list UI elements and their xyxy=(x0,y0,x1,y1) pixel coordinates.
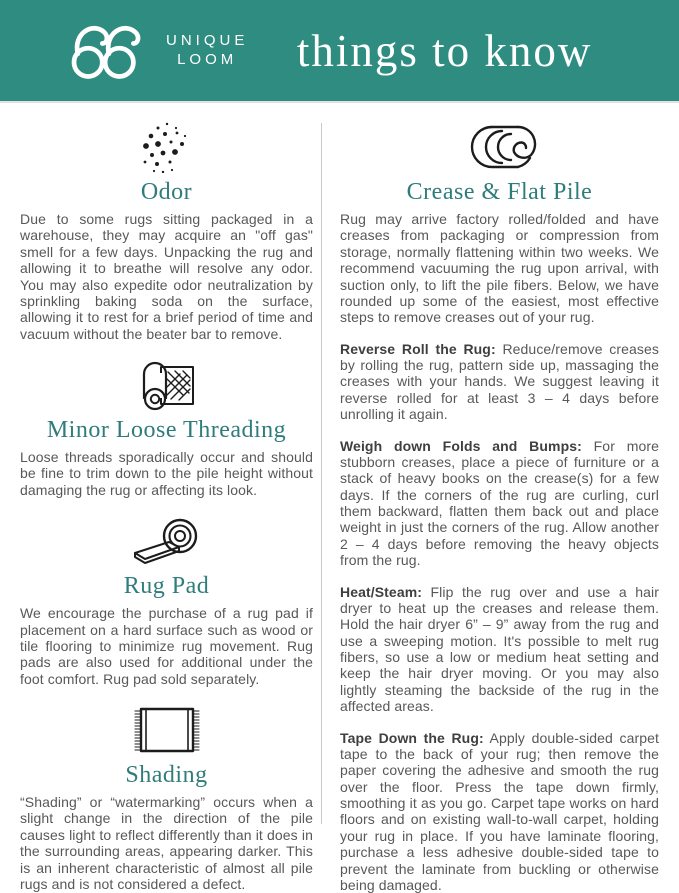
tip-body: Apply double-sided carpet tape to the back of your rug; then remove the paper covering the adhesive and smooth the rug over the floor. Press the tape down firmly, smoothing it as you go. Carpet tape works on hard floors and on existing wall-to-wall carpet, holding your rug in place. If you have laminate flooring, purchase a less adhesive double-sided tape to prevent the laminate from buckling or otherwise being damaged. xyxy=(340,730,659,893)
section-shading xyxy=(20,702,313,892)
brand-name xyxy=(166,32,248,70)
section-odor xyxy=(20,119,313,342)
brand-line-1: UNIQUE xyxy=(166,32,248,51)
section-body: Loose threads sporadically occur and should be fine to trim down to the pile height without damaging the rug or affecting its look. xyxy=(20,449,313,498)
tip-tape-down xyxy=(340,730,659,893)
tip-label: Reverse Roll the Rug: xyxy=(340,341,496,357)
section-crease-flat-pile xyxy=(340,119,659,326)
tip-body: Flip the rug over and use a hair dryer to heat up the creases and release them. Hold the hair dryer 6” – 9” away from the rug and use a sweeping motion. It's possible to melt rug fibers, so use a low or medium heat setting and keep the hair dryer moving. Or you may also lightly steaming the backside of the rug in the affected areas. xyxy=(340,584,659,715)
rolled-rug-side-icon xyxy=(340,119,659,175)
section-body: Rug may arrive factory rolled/folded and have creases from packaging or compression from storage, normally flattening within two weeks. We recommend vacuuming the rug upon arrival, with suction only, to lift the pile fibers. Below, we have rounded up some of the easiest, most effective steps to remove creases out of your rug. xyxy=(340,211,659,326)
tip-body: For more stubborn creases, place a piece of furniture or a stack of heavy books on the crease(s) for a few days. If the corners of the rug are curling, curl them backward, flatten them back out and place weight in just the corners of the rug. Allow another 2 – 4 days before removing the heavy objects from the rug. xyxy=(340,438,659,569)
section-minor-loose-threading xyxy=(20,357,313,498)
page-header xyxy=(0,0,679,103)
tip-reverse-roll xyxy=(340,341,659,423)
tip-label: Tape Down the Rug: xyxy=(340,730,484,746)
section-heading: Rug Pad xyxy=(20,573,313,600)
left-column xyxy=(20,119,321,824)
tip-label: Weigh down Folds and Bumps: xyxy=(340,438,582,454)
tip-body: Reduce/remove creases by rolling the rug, pattern side up, massaging the creases with your hands. We suggest leaving it reverse rolled for at least 3 – 4 days before unrolling it again. xyxy=(340,341,659,423)
page-title: things to know xyxy=(248,25,651,77)
brand-line-2: LOOM xyxy=(166,51,248,70)
section-body: We encourage the purchase of a rug pad if placement on a hard surface such as wood or tile flooring to minimize rug movement. Rug pads are also used for additional under the foot comfort. Rug pad sold separately. xyxy=(20,605,313,687)
odor-dots-icon xyxy=(20,119,313,175)
content-columns xyxy=(0,103,679,824)
rug-pad-roll-icon xyxy=(20,513,313,569)
section-heading: Shading xyxy=(20,762,313,789)
brand xyxy=(62,18,248,84)
section-heading: Odor xyxy=(20,179,313,206)
section-rug-pad xyxy=(20,513,313,687)
shaded-rug-icon xyxy=(20,702,313,758)
tip-heat-steam xyxy=(340,584,659,715)
section-body: Due to some rugs sitting packaged in a warehouse, they may acquire an "off gas" smell for a few days. Unpacking the rug and allowing it to breathe will resolve any odor. You may also expedite odor neutralization by sprinkling baking soda on the surface, allowing it to rest for a brief period of time and vacuum without the beater bar to remove. xyxy=(20,211,313,342)
section-heading: Crease & Flat Pile xyxy=(340,179,659,206)
unique-loom-logo-icon xyxy=(62,18,152,84)
section-heading: Minor Loose Threading xyxy=(20,417,313,444)
rolled-rug-corner-icon xyxy=(20,357,313,413)
tip-label: Heat/Steam: xyxy=(340,584,422,600)
section-body: “Shading” or “watermarking” occurs when a slight change in the direction of the pile causes light to reflect differently than it does in the surrounding areas, appearing darker. This is an inherent characteristic of almost all pile rugs and is not considered a defect. xyxy=(20,794,313,892)
right-column xyxy=(322,119,659,824)
tip-weigh-down xyxy=(340,438,659,569)
